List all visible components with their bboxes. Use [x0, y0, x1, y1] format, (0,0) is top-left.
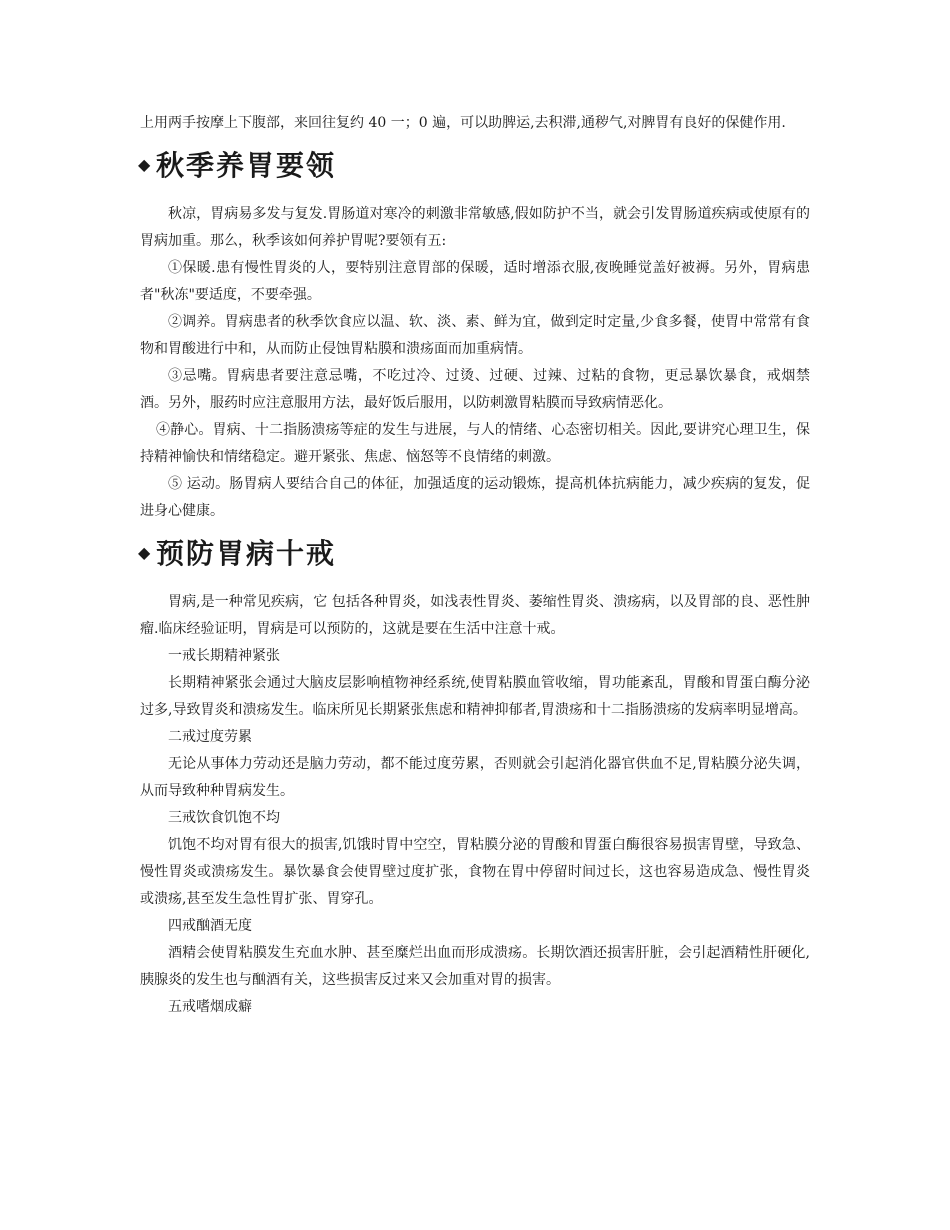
subheading: 一戒长期精神紧张 [168, 648, 280, 664]
paragraph: ④静心。胃病、十二指肠溃疡等症的发生与进展，与人的情绪、心态密切相关。因此,要讲究心理卫生，保持精神愉快和情绪稳定。避开紧张、焦虑、恼怒等不良情绪的刺激。 [140, 422, 810, 465]
paragraph: ③忌嘴。胃病患者要注意忌嘴，不吃过冷、过烫、过硬、过辣、过粘的食物，更忌暴饮暴食，戒烟禁酒。另外，服药时应注意服用方法，最好饭后服用，以防刺激胃粘膜而导致病情恶化。 [140, 368, 810, 411]
subheading: 四戒酗酒无度 [168, 918, 252, 934]
subheading: 五戒嗜烟成癖 [168, 999, 252, 1015]
paragraph: 长期精神紧张会通过大脑皮层影响植物神经系统,使胃粘膜血管收缩，胃功能紊乱，胃酸和胃蛋白酶分泌过多,导致胃炎和溃疡发生。临床所见长期紧张焦虑和精神抑郁者,胃溃疡和十二指肠溃疡的发病率明显增高。 [140, 675, 810, 718]
document-page [140, 110, 810, 1021]
section-title: 预防胃病十戒 [156, 537, 337, 570]
diamond-bullet-icon: ◆ [138, 154, 151, 174]
section-heading-autumn [138, 141, 810, 187]
subheading: 三戒饮食饥饱不均 [168, 810, 280, 826]
paragraph: 胃病,是一种常见疾病，它 包括各种胃炎，如浅表性胃炎、萎缩性胃炎、溃疡病，以及胃部的良、恶性肿瘤.临床经验证明，胃病是可以预防的，这就是要在生活中注意十戒。 [140, 594, 810, 637]
section-title: 秋季养胃要领 [156, 149, 337, 182]
paragraph: 酒精会使胃粘膜发生充血水肿、甚至糜烂出血而形成溃疡。长期饮酒还损害肝脏，会引起酒精性肝硬化,胰腺炎的发生也与酗酒有关，这些损害反过来又会加重对胃的损害。 [140, 945, 810, 988]
paragraph: 饥饱不均对胃有很大的损害,饥饿时胃中空空，胃粘膜分泌的胃酸和胃蛋白酶很容易损害胃壁，导致急、慢性胃炎或溃疡发生。暴饮暴食会使胃壁过度扩张，食物在胃中停留时间过长，这也容易造成急、慢性胃炎或溃疡,甚至发生急性胃扩张、胃穿孔。 [140, 837, 810, 907]
paragraph: 无论从事体力劳动还是脑力劳动，都不能过度劳累，否则就会引起消化器官供血不足,胃粘膜分泌失调，从而导致种种胃病发生。 [140, 756, 810, 799]
diamond-bullet-icon: ◆ [138, 542, 151, 562]
paragraph: ①保暖.患有慢性胃炎的人，要特别注意胃部的保暖，适时增添衣服,夜晚睡觉盖好被褥。另外，胃病患者"秋冻"要适度，不要牵强。 [140, 260, 810, 303]
subheading: 二戒过度劳累 [168, 729, 252, 745]
paragraph: 秋凉，胃病易多发与复发.胃肠道对寒冷的刺激非常敏感,假如防护不当，就会引发胃肠道疾病或使原有的胃病加重。那么，秋季该如何养护胃呢?要领有五: [140, 206, 810, 249]
paragraph: ②调养。胃病患者的秋季饮食应以温、软、淡、素、鲜为宜，做到定时定量,少食多餐，使胃中常常有食物和胃酸进行中和，从而防止侵蚀胃粘膜和溃疡面而加重病情。 [140, 314, 810, 357]
intro-paragraph: 上用两手按摩上下腹部，来回往复约 40 一；0 遍，可以助脾运,去积滞,通秽气,对脾胃有良好的保健作用. [140, 115, 786, 131]
paragraph: ⑤ 运动。肠胃病人要结合自己的体征，加强适度的运动锻炼，提高机体抗病能力，减少疾病的复发，促进身心健康。 [140, 476, 810, 519]
section-heading-ten-precepts [138, 529, 810, 575]
